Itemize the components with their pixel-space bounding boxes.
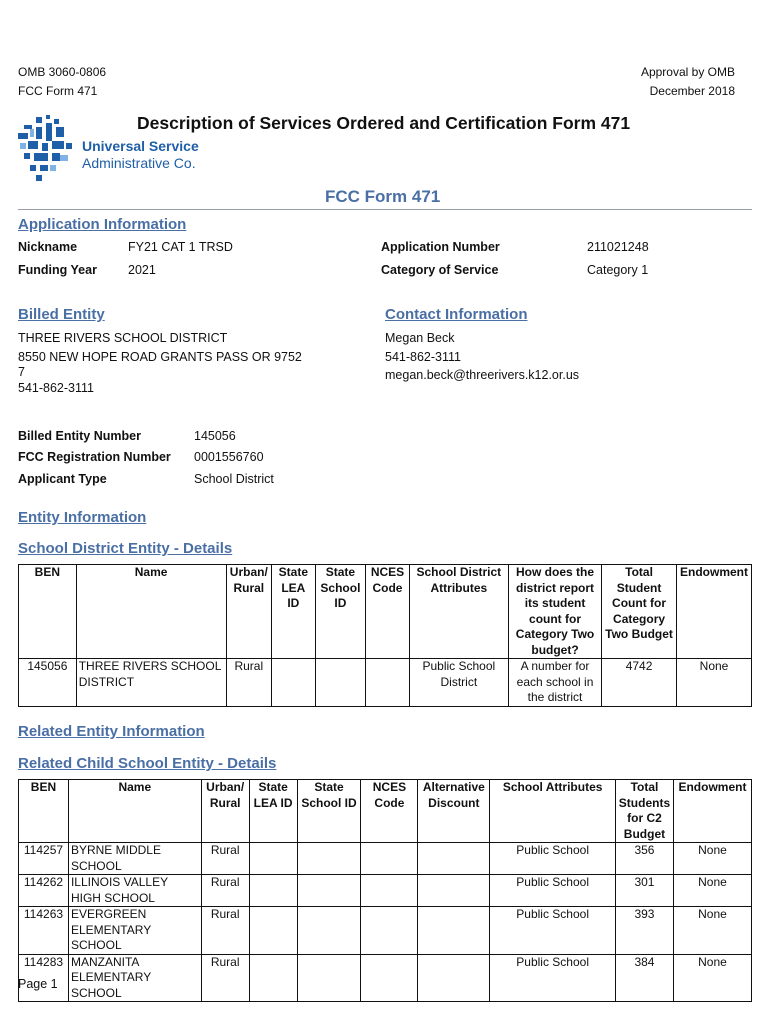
cell-name: THREE RIVERS SCHOOL DISTRICT bbox=[76, 659, 226, 707]
column-header: Endowment bbox=[677, 565, 752, 659]
column-header: Endowment bbox=[673, 780, 751, 843]
related-subheading: Related Child School Entity - Details bbox=[18, 755, 277, 772]
applicant-type-value: School District bbox=[194, 472, 274, 486]
column-header: How does the district report its student count for Category Two budget? bbox=[508, 565, 601, 659]
table-row bbox=[19, 954, 752, 1002]
entity-subheading: School District Entity - Details bbox=[18, 540, 233, 557]
table-row bbox=[19, 659, 752, 707]
form-number: FCC Form 471 bbox=[18, 84, 98, 98]
cell-report: A number for each school in the district bbox=[508, 659, 601, 707]
cell-lea bbox=[272, 659, 316, 707]
contact-name: Megan Beck bbox=[385, 331, 455, 345]
cell-urban: Rural bbox=[201, 875, 249, 907]
cell-ben: 114262 bbox=[19, 875, 69, 907]
column-header: State LEA ID bbox=[249, 780, 297, 843]
billed-address-line1: 8550 NEW HOPE ROAD GRANTS PASS OR 9752 bbox=[18, 350, 302, 364]
omb-number: OMB 3060-0806 bbox=[18, 65, 107, 79]
fcc-reg-value: 0001556760 bbox=[194, 450, 264, 464]
applicant-type-label: Applicant Type bbox=[18, 472, 107, 486]
ben-value: 145056 bbox=[194, 429, 236, 443]
fcc-reg-label: FCC Registration Number bbox=[18, 450, 171, 464]
form-title: FCC Form 471 bbox=[325, 187, 441, 206]
cell-name: BYRNE MIDDLE SCHOOL bbox=[68, 843, 201, 875]
logo-line2: Administrative Co. bbox=[82, 155, 196, 171]
cell-name: ILLINOIS VALLEY HIGH SCHOOL bbox=[68, 875, 201, 907]
cell-endowment: None bbox=[677, 659, 752, 707]
cell-urban: Rural bbox=[226, 659, 272, 707]
cell-attributes: Public School District bbox=[409, 659, 508, 707]
contact-email[interactable]: megan.beck@threerivers.k12.or.us bbox=[385, 368, 580, 382]
column-header: Total Student Count for Category Two Budget bbox=[602, 565, 677, 659]
cell-students: 356 bbox=[615, 843, 673, 875]
cell-name: MANZANITA ELEMENTARY SCHOOL bbox=[68, 954, 201, 1002]
cell-ben: 145056 bbox=[19, 659, 77, 707]
cell-endowment: None bbox=[673, 875, 751, 907]
column-header: Urban/ Rural bbox=[201, 780, 249, 843]
column-header: School Attributes bbox=[490, 780, 616, 843]
billed-name: THREE RIVERS SCHOOL DISTRICT bbox=[18, 331, 228, 345]
category-label: Category of Service bbox=[381, 263, 499, 277]
app-number-label: Application Number bbox=[381, 240, 500, 254]
logo-line1: Universal Service bbox=[82, 138, 199, 154]
table-row bbox=[19, 875, 752, 907]
title-rule bbox=[18, 209, 752, 210]
cell-students: 384 bbox=[615, 954, 673, 1002]
omb-date: December 2018 bbox=[649, 84, 735, 98]
cell-students: 393 bbox=[615, 907, 673, 955]
cell-attributes: Public School bbox=[490, 907, 616, 955]
funding-year-label: Funding Year bbox=[18, 263, 97, 277]
omb-approval: Approval by OMB bbox=[640, 65, 735, 79]
column-header: State LEA ID bbox=[272, 565, 316, 659]
child-school-table bbox=[18, 779, 752, 1002]
ben-label: Billed Entity Number bbox=[18, 429, 141, 443]
column-header: Name bbox=[76, 565, 226, 659]
entity-heading: Entity Information bbox=[18, 509, 147, 526]
app-number-value: 211021248 bbox=[587, 240, 649, 254]
column-header: BEN bbox=[19, 565, 77, 659]
cell-ben: 114283 bbox=[19, 954, 69, 1002]
application-heading: Application Information bbox=[18, 216, 187, 233]
column-header: Alternative Discount bbox=[418, 780, 490, 843]
column-header: BEN bbox=[19, 780, 69, 843]
column-header: State School ID bbox=[315, 565, 366, 659]
billed-phone: 541-862-3111 bbox=[18, 381, 94, 395]
document-title: Description of Services Ordered and Certification Form 471 bbox=[137, 113, 631, 133]
nickname-label: Nickname bbox=[18, 240, 78, 254]
cell-endowment: None bbox=[673, 954, 751, 1002]
column-header: NCES Code bbox=[361, 780, 418, 843]
cell-attributes: Public School bbox=[490, 954, 616, 1002]
cell-ben: 114263 bbox=[19, 907, 69, 955]
column-header: Urban/ Rural bbox=[226, 565, 272, 659]
cell-urban: Rural bbox=[201, 843, 249, 875]
cell-attributes: Public School bbox=[490, 875, 616, 907]
contact-heading: Contact Information bbox=[385, 306, 528, 323]
column-header: NCES Code bbox=[366, 565, 410, 659]
school-district-table bbox=[18, 564, 752, 707]
billed-heading: Billed Entity bbox=[18, 306, 105, 323]
cell-attributes: Public School bbox=[490, 843, 616, 875]
billed-address-line2: 7 bbox=[18, 365, 25, 379]
cell-nces bbox=[366, 659, 410, 707]
cell-urban: Rural bbox=[201, 907, 249, 955]
column-header: School District Attributes bbox=[409, 565, 508, 659]
cell-count: 4742 bbox=[602, 659, 677, 707]
usac-logo-icon bbox=[16, 115, 78, 185]
cell-ben: 114257 bbox=[19, 843, 69, 875]
column-header: Total Students for C2 Budget bbox=[615, 780, 673, 843]
cell-endowment: None bbox=[673, 907, 751, 955]
table-row bbox=[19, 907, 752, 955]
page-number: Page 1 bbox=[18, 977, 58, 991]
cell-name: EVERGREEN ELEMENTARY SCHOOL bbox=[68, 907, 201, 955]
category-value: Category 1 bbox=[587, 263, 649, 277]
related-heading: Related Entity Information bbox=[18, 723, 205, 740]
nickname-value: FY21 CAT 1 TRSD bbox=[128, 240, 233, 254]
cell-urban: Rural bbox=[201, 954, 249, 1002]
column-header: Name bbox=[68, 780, 201, 843]
cell-endowment: None bbox=[673, 843, 751, 875]
column-header: State School ID bbox=[297, 780, 361, 843]
table-row bbox=[19, 843, 752, 875]
cell-students: 301 bbox=[615, 875, 673, 907]
funding-year-value: 2021 bbox=[128, 263, 156, 277]
contact-phone: 541-862-3111 bbox=[385, 350, 461, 364]
cell-school-id bbox=[315, 659, 366, 707]
